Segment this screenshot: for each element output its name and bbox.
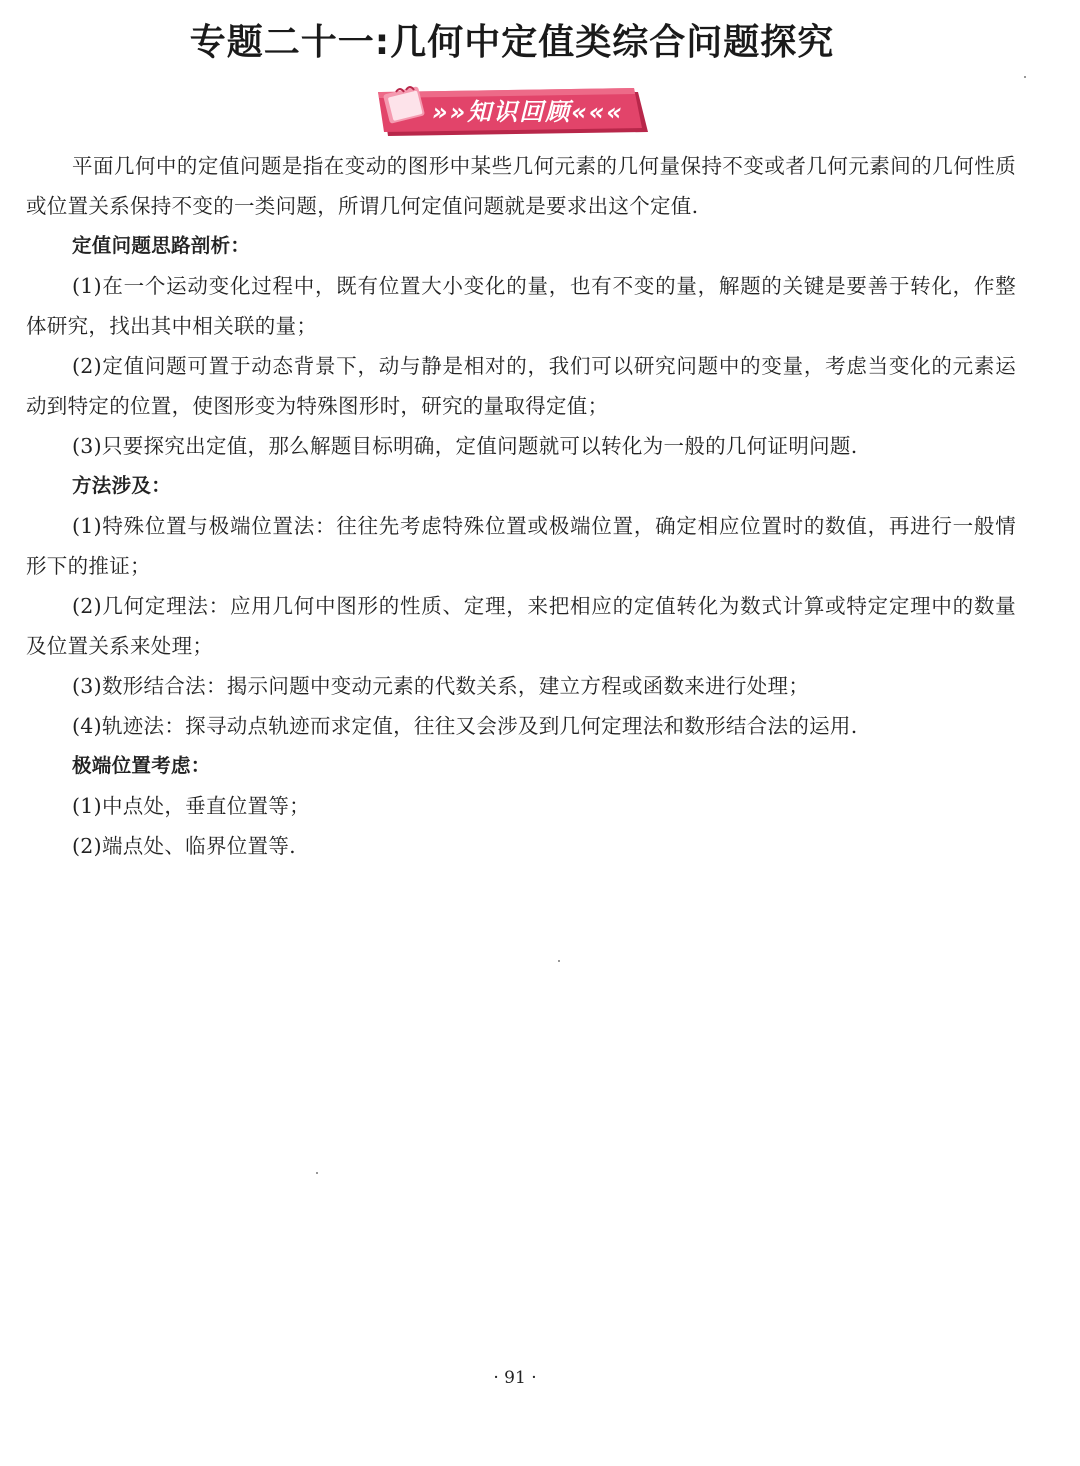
page-number: · 91 ·: [493, 1368, 537, 1388]
method-item-3: (3)数形结合法：揭示问题中变动元素的代数关系，建立方程或函数来进行处理；: [72, 674, 810, 698]
body-text: [26, 146, 1016, 866]
banner-title: 知识回顾: [467, 98, 572, 126]
page-title: 专题二十一:几何中定值类综合问题探究: [189, 22, 835, 63]
section-heading-methods: 方法涉及：: [72, 474, 172, 497]
intro-paragraph: 平面几何中的定值问题是指在变动的图形中某些几何元素的几何量保持不变或者几何元素间的几何性质或位置关系保持不变的一类问题，所谓几何定值问题就是要求出这个定值.: [26, 154, 1016, 218]
analysis-item-3: (3)只要探究出定值，那么解题目标明确，定值问题就可以转化为一般的几何证明问题.: [72, 434, 858, 458]
extreme-item-1: (1)中点处，垂直位置等；: [72, 794, 310, 818]
method-item-2: (2)几何定理法：应用几何中图形的性质、定理，来把相应的定值转化为数式计算或特定定理中的数量及位置关系来处理；: [26, 594, 1016, 658]
banner-left-arrows: »»: [432, 98, 468, 126]
section-heading-analysis: 定值问题思路剖析：: [72, 234, 251, 257]
scan-speck: [558, 960, 560, 962]
banner-right-arrows: «««: [571, 98, 624, 126]
section-heading-extreme: 极端位置考虑：: [72, 754, 211, 777]
banner-label: [428, 95, 628, 129]
scan-speck: [1024, 76, 1026, 78]
method-item-4: (4)轨迹法：探寻动点轨迹而求定值，往往又会涉及到几何定理法和数形结合法的运用.: [72, 714, 858, 738]
extreme-item-2: (2)端点处、临界位置等.: [72, 834, 296, 858]
analysis-item-2: (2)定值问题可置于动态背景下，动与静是相对的，我们可以研究问题中的变量，考虑当变化的元素运动到特定的位置，使图形变为特殊图形时，研究的量取得定值；: [26, 354, 1016, 418]
scan-speck: [316, 1172, 318, 1174]
analysis-item-1: (1)在一个运动变化过程中，既有位置大小变化的量，也有不变的量，解题的关键是要善于转化，作整体研究，找出其中相关联的量；: [26, 274, 1016, 338]
section-banner: [376, 86, 650, 138]
method-item-1: (1)特殊位置与极端位置法：往往先考虑特殊位置或极端位置，确定相应位置时的数值，再进行一般情形下的推证；: [26, 514, 1016, 578]
